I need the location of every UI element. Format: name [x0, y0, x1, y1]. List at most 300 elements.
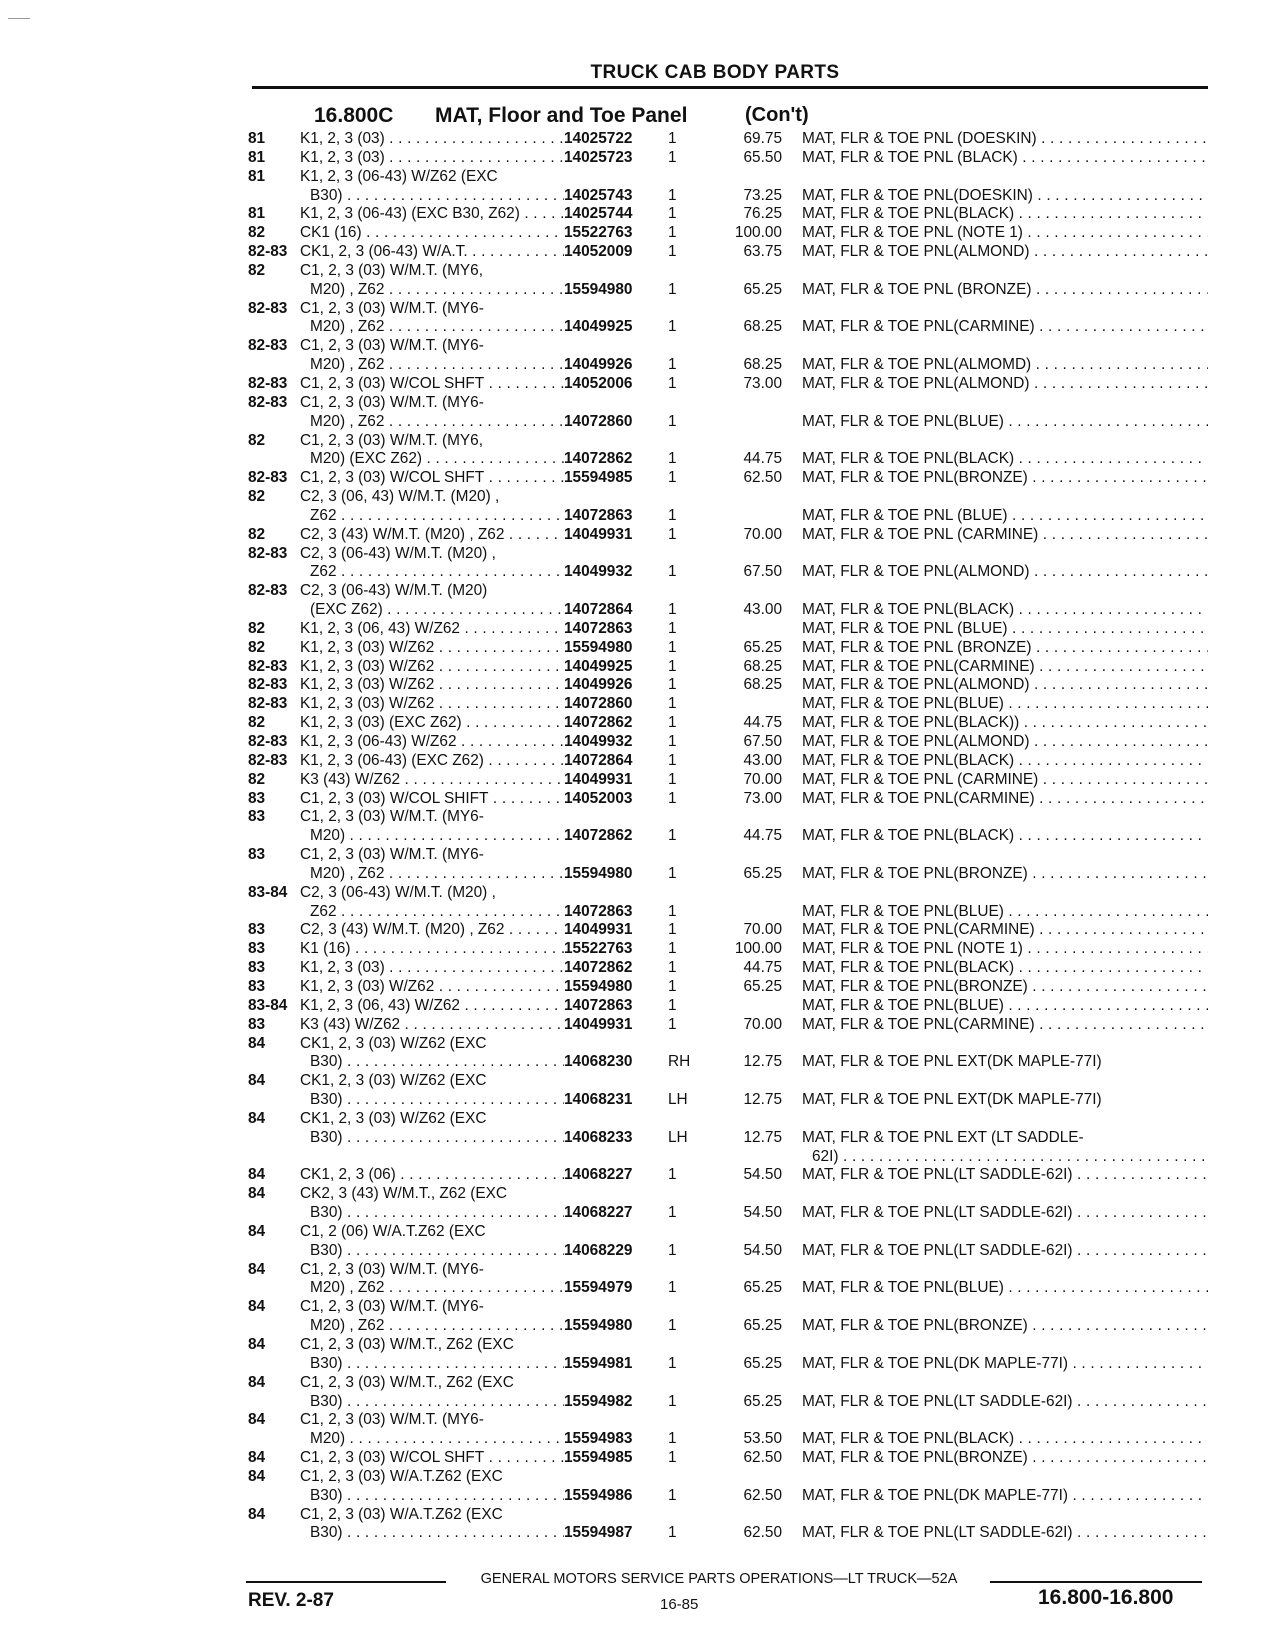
price-cell-text: 54.50 — [743, 1241, 782, 1259]
illustration-number-text: 83 — [248, 808, 266, 826]
description-cell-text: MAT, FLR & TOE PNL(LT SADDLE-62I) . . . — [802, 1166, 1208, 1185]
application-cell — [300, 582, 564, 601]
description-cell — [802, 1524, 1208, 1543]
quantity-cell — [668, 1204, 708, 1223]
part-number — [564, 771, 668, 790]
part-number — [564, 865, 668, 884]
illustration-number-text: 81 — [248, 130, 266, 147]
quantity-cell-text: 1 — [668, 525, 677, 543]
application-cell — [300, 846, 564, 865]
illustration-number — [248, 1524, 300, 1543]
table-row — [248, 394, 1208, 413]
table-row — [248, 733, 1208, 752]
application-cell — [300, 620, 564, 639]
description-cell-text: MAT, FLR & TOE PNL(CARMINE) . . . — [802, 1016, 1208, 1035]
illustration-number-text: 82 — [248, 714, 266, 732]
part-number — [564, 921, 668, 940]
price-cell — [708, 1317, 802, 1336]
part-number-text: 14025723 — [564, 148, 633, 166]
quantity-cell — [668, 1072, 708, 1091]
table-row — [248, 168, 1208, 187]
part-number — [564, 563, 668, 582]
price-cell — [708, 356, 802, 375]
part-number — [564, 1261, 668, 1280]
application-cell — [300, 375, 564, 394]
quantity-cell — [668, 1374, 708, 1393]
illustration-number-text: 83-84 — [248, 996, 288, 1014]
description-cell-text: MAT, FLR & TOE PNL (NOTE 1) . . . — [802, 940, 1208, 959]
application-cell-text: C1, 2, 3 (03) W/COL SHIFT . . . — [300, 790, 564, 809]
illustration-number — [248, 865, 300, 884]
description-cell — [802, 1242, 1208, 1261]
application-cell — [300, 413, 564, 432]
description-cell — [802, 1110, 1208, 1129]
price-cell — [708, 903, 802, 922]
price-cell — [708, 1166, 802, 1185]
price-cell — [708, 865, 802, 884]
table-row — [248, 1223, 1208, 1242]
part-number-text: 14049926 — [564, 676, 633, 694]
application-cell — [300, 337, 564, 356]
part-number — [564, 243, 668, 262]
part-number-text: 14049925 — [564, 318, 633, 336]
part-number-text: 14049931 — [564, 770, 633, 788]
illustration-number — [248, 337, 300, 356]
price-cell — [708, 413, 802, 432]
description-cell — [802, 394, 1208, 413]
quantity-cell-text: 1 — [668, 469, 677, 487]
price-cell-text: 65.25 — [743, 977, 782, 995]
price-cell-text: 12.75 — [743, 1128, 782, 1146]
table-row — [248, 884, 1208, 903]
description-cell — [802, 959, 1208, 978]
part-number-text: 15594980 — [564, 280, 633, 298]
description-cell — [802, 771, 1208, 790]
quantity-cell — [668, 356, 708, 375]
table-row — [248, 1411, 1208, 1430]
description-cell — [802, 1336, 1208, 1355]
price-cell — [708, 1336, 802, 1355]
quantity-cell-text: 1 — [668, 1015, 677, 1033]
application-cell-text: M20) , Z62 . . . — [310, 865, 564, 884]
price-cell — [708, 1355, 802, 1374]
application-cell — [300, 865, 564, 884]
price-cell-text: 65.25 — [743, 280, 782, 298]
application-cell — [300, 903, 564, 922]
description-cell-text: MAT, FLR & TOE PNL(LT SADDLE-62I) . . . — [802, 1393, 1208, 1412]
application-cell — [300, 563, 564, 582]
quantity-cell — [668, 1411, 708, 1430]
application-cell-text: K1, 2, 3 (03) . . . — [300, 959, 564, 978]
illustration-number — [248, 262, 300, 281]
description-cell — [802, 1053, 1208, 1072]
illustration-number-text: 84 — [248, 1166, 266, 1184]
part-number — [564, 1298, 668, 1317]
application-cell-text: Z62 . . . — [310, 903, 564, 922]
description-cell — [802, 620, 1208, 639]
price-cell — [708, 771, 802, 790]
application-cell-text: C1, 2, 3 (03) W/M.T. (MY6- — [300, 846, 484, 864]
price-cell — [708, 281, 802, 300]
illustration-number-text: 83 — [248, 940, 266, 958]
description-cell — [802, 1298, 1208, 1317]
quantity-cell — [668, 563, 708, 582]
description-cell-text: MAT, FLR & TOE PNL (BLUE) . . . — [802, 507, 1208, 526]
quantity-cell-text: 1 — [668, 902, 677, 920]
price-cell-text: 68.25 — [743, 318, 782, 336]
description-cell-text: MAT, FLR & TOE PNL (NOTE 1) . . . — [802, 224, 1208, 243]
application-cell — [300, 752, 564, 771]
price-cell-text: 73.25 — [743, 186, 782, 204]
description-cell-text: MAT, FLR & TOE PNL(CARMINE) . . . — [802, 318, 1208, 337]
table-row — [248, 545, 1208, 564]
footer-rule-right — [990, 1581, 1202, 1583]
price-cell-text: 12.75 — [743, 1091, 782, 1109]
part-number-text: 14052006 — [564, 374, 633, 392]
application-cell-text: B30) . . . — [310, 1487, 564, 1506]
application-cell — [300, 601, 564, 620]
description-cell — [802, 130, 1208, 149]
part-number — [564, 1374, 668, 1393]
quantity-cell — [668, 921, 708, 940]
quantity-cell-text: 1 — [668, 601, 677, 619]
description-cell-text: MAT, FLR & TOE PNL(BLACK) . . . — [802, 827, 1208, 846]
quantity-cell-text: 1 — [668, 695, 677, 713]
price-cell — [708, 526, 802, 545]
part-number-text: 14072863 — [564, 996, 633, 1014]
description-cell — [802, 940, 1208, 959]
application-cell-text: K1, 2, 3 (06, 43) W/Z62 . . . — [300, 620, 564, 639]
price-cell-text: 44.75 — [743, 959, 782, 977]
price-cell — [708, 921, 802, 940]
quantity-cell-text: 1 — [668, 563, 677, 581]
price-cell — [708, 1374, 802, 1393]
quantity-cell — [668, 1091, 708, 1110]
quantity-cell-text: 1 — [668, 1524, 677, 1542]
description-cell — [802, 658, 1208, 677]
price-cell — [708, 733, 802, 752]
price-cell — [708, 394, 802, 413]
application-cell — [300, 1298, 564, 1317]
application-cell-text: K1, 2, 3 (06-43) W/Z62 (EXC — [300, 167, 498, 185]
application-cell-text: M20) . . . — [310, 827, 564, 846]
quantity-cell — [668, 1430, 708, 1449]
quantity-cell-text: LH — [668, 1091, 688, 1109]
quantity-cell — [668, 1261, 708, 1280]
part-number — [564, 262, 668, 281]
quantity-cell — [668, 149, 708, 168]
illustration-number-text: 83 — [248, 959, 266, 977]
illustration-number — [248, 1449, 300, 1468]
application-cell — [300, 187, 564, 206]
illustration-number — [248, 488, 300, 507]
description-cell-text: MAT, FLR & TOE PNL(BRONZE) . . . — [802, 469, 1208, 488]
application-cell-text: CK1, 2, 3 (03) W/Z62 (EXC — [300, 1072, 487, 1090]
quantity-cell — [668, 695, 708, 714]
price-cell-text: 54.50 — [743, 1204, 782, 1222]
table-row — [248, 130, 1208, 149]
description-cell — [802, 168, 1208, 187]
table-row — [248, 1185, 1208, 1204]
price-cell-text: 68.25 — [743, 657, 782, 675]
application-cell — [300, 469, 564, 488]
description-cell — [802, 1355, 1208, 1374]
quantity-cell — [668, 1298, 708, 1317]
quantity-cell — [668, 130, 708, 149]
application-cell — [300, 1411, 564, 1430]
quantity-cell — [668, 281, 708, 300]
application-cell — [300, 997, 564, 1016]
description-cell-text: MAT, FLR & TOE PNL(LT SADDLE-62I) . . . — [802, 1524, 1208, 1543]
description-cell — [802, 808, 1208, 827]
price-cell — [708, 1110, 802, 1129]
price-cell — [708, 432, 802, 451]
quantity-cell-text: 1 — [668, 318, 677, 336]
price-cell — [708, 1016, 802, 1035]
price-cell — [708, 318, 802, 337]
application-cell — [300, 808, 564, 827]
application-cell — [300, 1166, 564, 1185]
description-cell — [802, 318, 1208, 337]
quantity-cell — [668, 1336, 708, 1355]
table-row — [248, 1468, 1208, 1487]
part-number-text: 15594980 — [564, 864, 633, 882]
price-cell-text: 65.25 — [743, 638, 782, 656]
table-row — [248, 903, 1208, 922]
quantity-cell-text: RH — [668, 1053, 691, 1071]
description-cell — [802, 1185, 1208, 1204]
application-cell-text: C2, 3 (43) W/M.T. (M20) , Z62 . . . — [300, 921, 564, 940]
application-cell-text: CK2, 3 (43) W/M.T., Z62 (EXC — [300, 1185, 507, 1203]
part-number-text: 15594983 — [564, 1430, 633, 1448]
section-title: MAT, Floor and Toe Panel — [435, 104, 688, 127]
description-cell — [802, 714, 1208, 733]
quantity-cell-text: LH — [668, 1128, 688, 1146]
price-cell-text: 73.00 — [743, 789, 782, 807]
application-cell — [300, 1223, 564, 1242]
table-row — [248, 658, 1208, 677]
part-number — [564, 884, 668, 903]
description-cell — [802, 413, 1208, 432]
price-cell — [708, 959, 802, 978]
quantity-cell — [668, 318, 708, 337]
quantity-cell — [668, 1053, 708, 1072]
illustration-number — [248, 300, 300, 319]
table-row — [248, 1430, 1208, 1449]
price-cell — [708, 940, 802, 959]
application-cell — [300, 1072, 564, 1091]
description-cell — [802, 978, 1208, 997]
part-number-text: 15594982 — [564, 1392, 633, 1410]
part-number — [564, 676, 668, 695]
description-cell — [802, 865, 1208, 884]
table-row — [248, 1129, 1208, 1148]
application-cell-text: M20) , Z62 . . . — [310, 281, 564, 300]
table-row — [248, 771, 1208, 790]
table-row — [248, 1336, 1208, 1355]
price-cell — [708, 1223, 802, 1242]
table-row — [248, 997, 1208, 1016]
application-cell-text: C1, 2 (06) W/A.T.Z62 (EXC — [300, 1222, 486, 1240]
application-cell — [300, 281, 564, 300]
application-cell — [300, 1091, 564, 1110]
price-cell — [708, 884, 802, 903]
parts-table-body — [248, 130, 1208, 1543]
application-cell — [300, 149, 564, 168]
quantity-cell-text: 1 — [668, 1430, 677, 1448]
quantity-cell-text: 1 — [668, 1204, 677, 1222]
part-number-text: 14049931 — [564, 1015, 633, 1033]
quantity-cell — [668, 771, 708, 790]
application-cell — [300, 1336, 564, 1355]
section-continued: (Con't) — [745, 104, 809, 126]
quantity-cell — [668, 1110, 708, 1129]
part-number-text: 14068229 — [564, 1241, 633, 1259]
quantity-cell-text: 1 — [668, 864, 677, 882]
application-cell-text: K1, 2, 3 (03) W/Z62 . . . — [300, 978, 564, 997]
application-cell — [300, 526, 564, 545]
price-cell — [708, 1449, 802, 1468]
application-cell-text: (EXC Z62) . . . — [310, 601, 564, 620]
part-number — [564, 1449, 668, 1468]
price-cell — [708, 224, 802, 243]
application-cell — [300, 1261, 564, 1280]
price-cell — [708, 676, 802, 695]
quantity-cell-text: 1 — [668, 751, 677, 769]
part-number — [564, 337, 668, 356]
quantity-cell-text: 1 — [668, 1317, 677, 1335]
illustration-number — [248, 1166, 300, 1185]
illustration-number — [248, 526, 300, 545]
quantity-cell — [668, 1148, 708, 1167]
part-number — [564, 469, 668, 488]
quantity-cell — [668, 884, 708, 903]
price-cell — [708, 168, 802, 187]
illustration-number — [248, 884, 300, 903]
part-number — [564, 432, 668, 451]
quantity-cell — [668, 639, 708, 658]
part-number — [564, 790, 668, 809]
illustration-number — [248, 281, 300, 300]
illustration-number-text: 82-83 — [248, 393, 288, 411]
description-cell-text: MAT, FLR & TOE PNL(BLUE) . . . — [802, 413, 1208, 432]
part-number — [564, 1148, 668, 1167]
price-cell — [708, 714, 802, 733]
illustration-number — [248, 1411, 300, 1430]
illustration-number-text: 82-83 — [248, 676, 288, 694]
application-cell-text: B30) . . . — [310, 1393, 564, 1412]
part-number — [564, 601, 668, 620]
application-cell — [300, 1393, 564, 1412]
illustration-number — [248, 432, 300, 451]
price-cell-text: 70.00 — [743, 921, 782, 939]
quantity-cell — [668, 1506, 708, 1525]
part-number-text: 14068231 — [564, 1091, 633, 1109]
illustration-number — [248, 601, 300, 620]
part-number-text: 15594985 — [564, 1449, 633, 1467]
part-number-text: 14072860 — [564, 412, 633, 430]
part-number — [564, 526, 668, 545]
illustration-number — [248, 243, 300, 262]
part-number — [564, 695, 668, 714]
price-cell — [708, 243, 802, 262]
application-cell — [300, 978, 564, 997]
part-number — [564, 1053, 668, 1072]
part-number — [564, 205, 668, 224]
description-cell-text: MAT, FLR & TOE PNL EXT(DK MAPLE-77I) — [802, 1053, 1102, 1071]
illustration-number — [248, 676, 300, 695]
description-cell — [802, 921, 1208, 940]
illustration-number — [248, 940, 300, 959]
part-number-text: 14049932 — [564, 733, 633, 750]
price-cell-text: 65.25 — [743, 1392, 782, 1410]
price-cell-text: 67.50 — [743, 563, 782, 581]
application-cell-text: K3 (43) W/Z62 . . . — [300, 771, 564, 790]
price-cell-text: 100.00 — [734, 940, 782, 958]
illustration-number — [248, 639, 300, 658]
price-cell — [708, 790, 802, 809]
illustration-number — [248, 1468, 300, 1487]
table-row — [248, 752, 1208, 771]
part-number — [564, 450, 668, 469]
price-cell — [708, 545, 802, 564]
illustration-number-text: 82-83 — [248, 299, 288, 317]
illustration-number-text: 82-83 — [248, 751, 288, 769]
part-number — [564, 488, 668, 507]
part-number-text: 15522763 — [564, 940, 633, 958]
price-cell-text: 100.00 — [734, 224, 782, 242]
description-cell-text: MAT, FLR & TOE PNL(BRONZE) . . . — [802, 1449, 1208, 1468]
part-number — [564, 808, 668, 827]
description-cell — [802, 243, 1208, 262]
quantity-cell — [668, 1468, 708, 1487]
part-number — [564, 1185, 668, 1204]
description-cell — [802, 375, 1208, 394]
illustration-number — [248, 714, 300, 733]
price-cell-text: 70.00 — [743, 525, 782, 543]
quantity-cell-text: 1 — [668, 733, 677, 750]
application-cell-text: C1, 2, 3 (03) W/M.T. (MY6- — [300, 337, 484, 355]
price-cell — [708, 1091, 802, 1110]
description-cell-text: MAT, FLR & TOE PNL(BLACK)) . . . — [802, 714, 1208, 733]
illustration-number-text: 84 — [248, 1109, 266, 1127]
application-cell-text: M20) , Z62 . . . — [310, 413, 564, 432]
illustration-number-text: 83 — [248, 846, 266, 864]
price-cell-text: 63.75 — [743, 243, 782, 261]
parts-table — [248, 130, 1208, 1543]
description-cell — [802, 545, 1208, 564]
quantity-cell — [668, 1393, 708, 1412]
description-cell-text: MAT, FLR & TOE PNL(ALMOND) . . . — [802, 733, 1208, 752]
illustration-number — [248, 582, 300, 601]
quantity-cell — [668, 1016, 708, 1035]
description-cell-text: MAT, FLR & TOE PNL (CARMINE) . . . — [802, 526, 1208, 545]
price-cell — [708, 375, 802, 394]
part-number — [564, 846, 668, 865]
price-cell — [708, 1204, 802, 1223]
price-cell — [708, 1487, 802, 1506]
table-row — [248, 507, 1208, 526]
quantity-cell — [668, 620, 708, 639]
quantity-cell — [668, 658, 708, 677]
quantity-cell-text: 1 — [668, 243, 677, 261]
illustration-number — [248, 1148, 300, 1167]
table-row — [248, 243, 1208, 262]
price-cell — [708, 1468, 802, 1487]
application-cell-text: C1, 2, 3 (03) W/M.T., Z62 (EXC — [300, 1373, 514, 1391]
part-number-text: 14068233 — [564, 1128, 633, 1146]
application-cell — [300, 300, 564, 319]
